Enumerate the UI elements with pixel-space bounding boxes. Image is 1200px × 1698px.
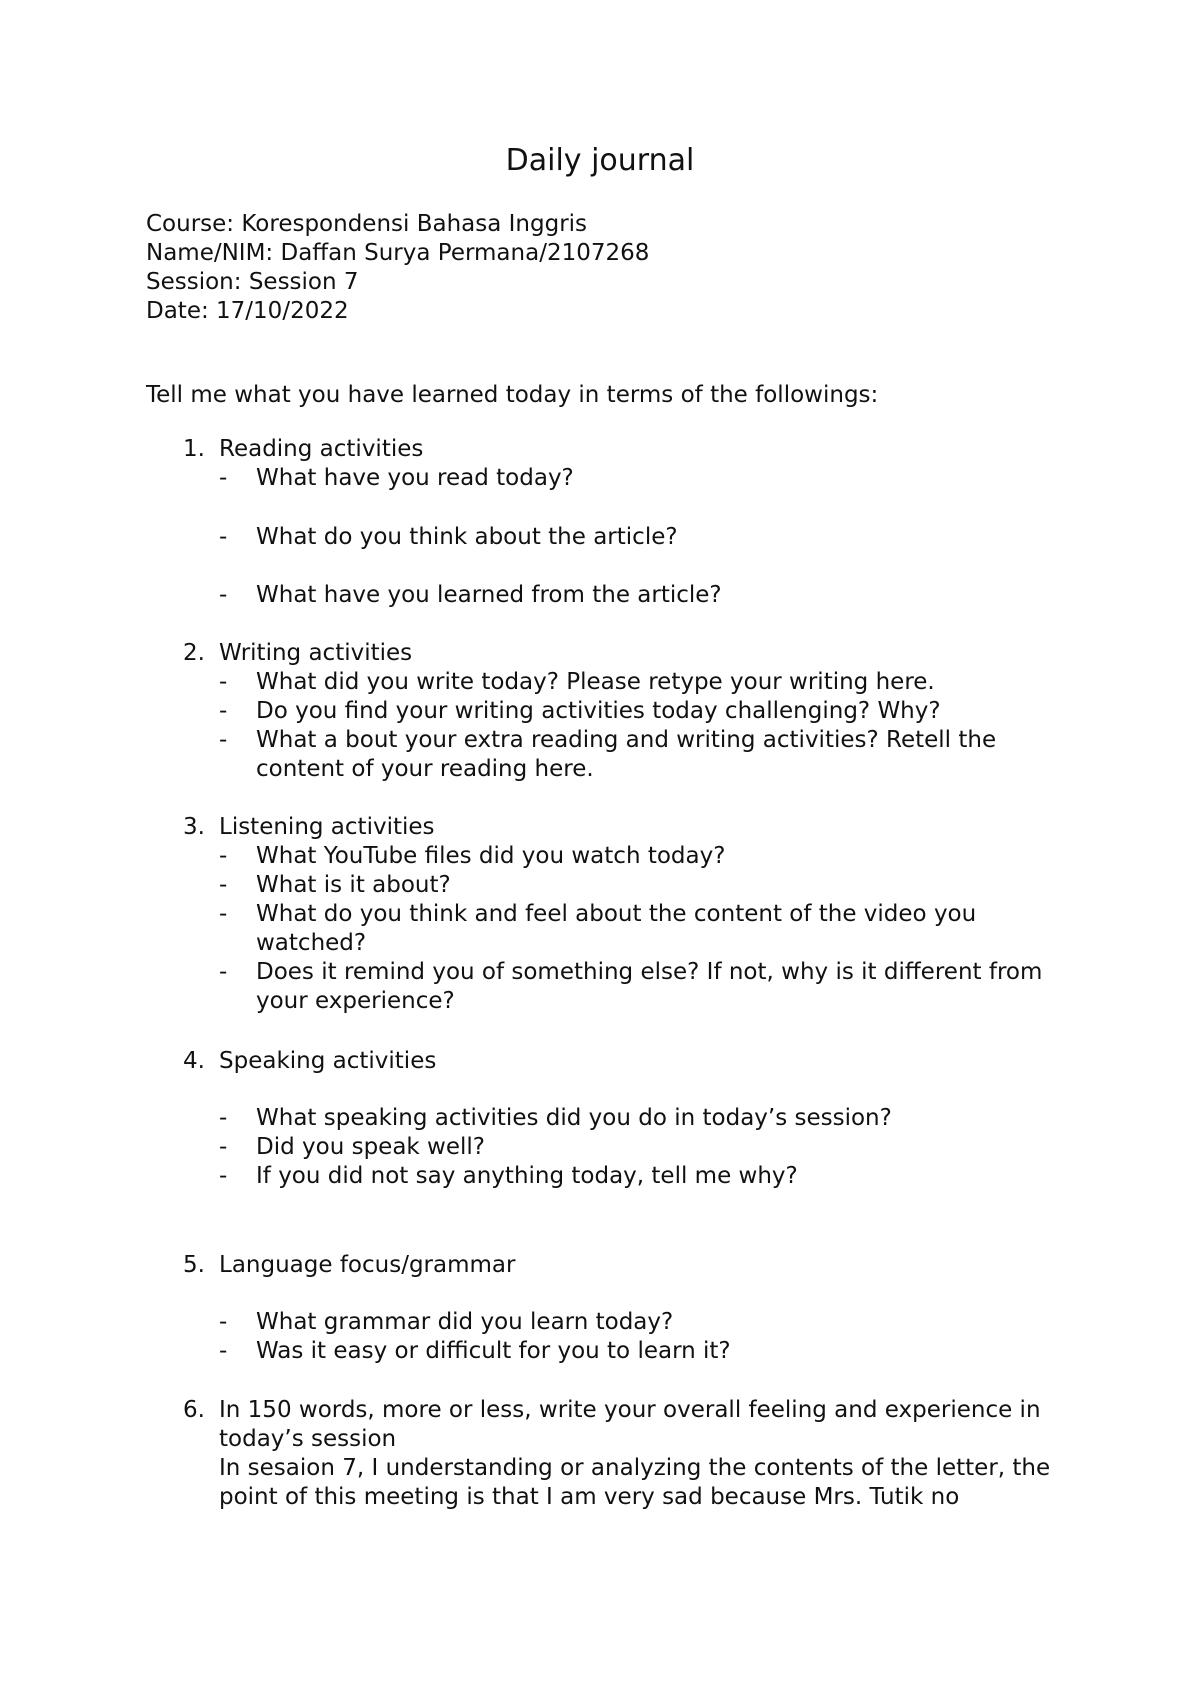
question-item: What did you write today? Please retype your writing here. [256,669,935,695]
section-number: 3. [183,814,205,840]
section-number: 4. [183,1048,205,1074]
question-item: What do you think about the article? [256,524,678,550]
bullet-dash: - [219,1105,228,1131]
session-line: Session: Session 7 [146,269,359,295]
question-item: What speaking activities did you do in today’s session? [256,1105,892,1131]
section-heading: Language focus/grammar [219,1252,516,1278]
section-heading: Writing activities [219,640,413,666]
section-number: 1. [183,436,205,462]
bullet-dash: - [219,524,228,550]
bullet-dash: - [219,1163,228,1189]
question-item: If you did not say anything today, tell me why? [256,1163,798,1189]
bullet-dash: - [219,959,228,985]
question-item: What is it about? [256,872,451,898]
question-item: Do you find your writing activities today challenging? Why? [256,698,941,724]
course-line: Course: Korespondensi Bahasa Inggris [146,211,588,237]
journal-meta [146,210,649,326]
bullet-dash: - [219,872,228,898]
bullet-dash: - [219,1309,228,1335]
question-item: What a bout your extra reading and writing activities? Retell the content of your reading here. [256,727,997,782]
bullet-dash: - [219,669,228,695]
bullet-dash: - [219,901,228,927]
section-heading: Listening activities [219,814,435,840]
section-number: 6. [183,1397,205,1423]
question-item: What do you think and feel about the content of the video you watched? [256,901,977,956]
section-heading: Reading activities [219,436,424,462]
bullet-dash: - [219,1338,228,1364]
section-number: 5. [183,1252,205,1278]
question-item: Does it remind you of something else? If not, why is it different from your experience? [256,959,1043,1014]
section-heading: In 150 words, more or less, write your overall feeling and experience in today’s session [219,1397,1041,1452]
question-item: What have you read today? [256,465,574,491]
section-number: 2. [183,640,205,666]
intro-text: Tell me what you have learned today in terms of the followings: [146,382,879,408]
name-nim-line: Name/NIM: Daffan Surya Permana/2107268 [146,240,650,266]
answer-text: In sesaion 7, I understanding or analyzing the contents of the letter, the point of this meeting is that I am very sad because Mrs. Tutik no [219,1455,1051,1510]
bullet-dash: - [219,465,228,491]
question-item: Did you speak well? [256,1134,485,1160]
bullet-dash: - [219,582,228,608]
bullet-dash: - [219,727,228,753]
question-item: What YouTube files did you watch today? [256,843,726,869]
document-title: Daily journal [505,143,695,178]
bullet-dash: - [219,1134,228,1160]
question-item: What have you learned from the article? [256,582,722,608]
date-line: Date: 17/10/2022 [146,298,349,324]
question-item: Was it easy or difficult for you to learn it? [256,1338,731,1364]
question-item: What grammar did you learn today? [256,1309,674,1335]
section-heading: Speaking activities [219,1048,437,1074]
bullet-dash: - [219,843,228,869]
bullet-dash: - [219,698,228,724]
